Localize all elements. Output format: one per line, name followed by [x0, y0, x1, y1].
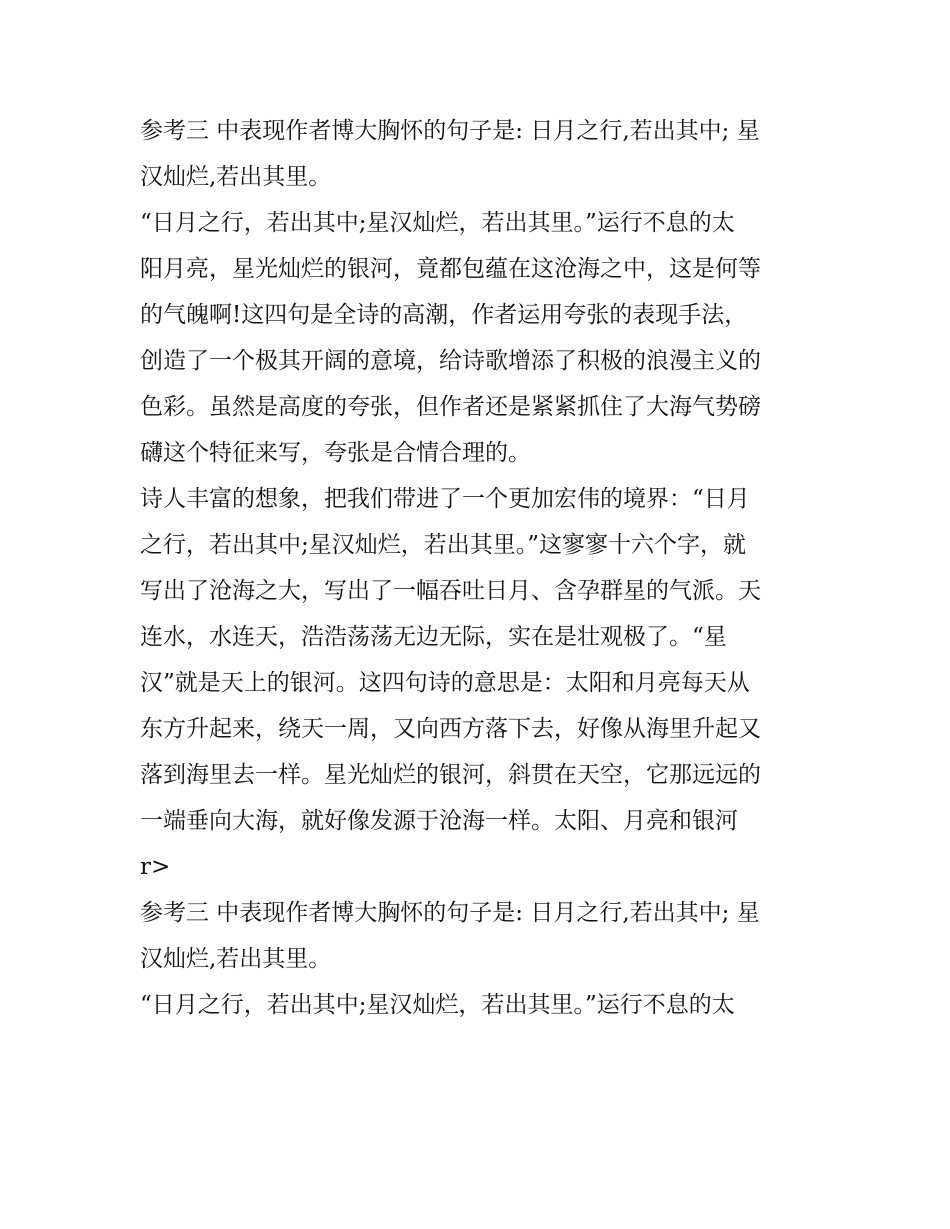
text-line: “日月之行，若出其中;星汉灿烂，若出其里。”运行不息的太	[140, 992, 735, 1018]
text-line: 汉灿烂,若出其里。	[140, 164, 332, 190]
paragraph-5	[140, 890, 815, 982]
paragraph-2	[140, 200, 815, 476]
text-line: 汉灿烂,若出其里。	[140, 946, 332, 972]
text-line: 创造了一个极其开阔的意境，给诗歌增添了积极的浪漫主义的	[140, 348, 761, 374]
text-line: 色彩。虽然是高度的夸张，但作者还是紧紧抓住了大海气势磅	[140, 394, 761, 420]
text-line: “日月之行，若出其中;星汉灿烂，若出其里。”运行不息的太	[140, 210, 735, 236]
text-line: 参考三 中表现作者博大胸怀的句子是: 日月之行,若出其中; 星	[140, 900, 760, 926]
text-line: 礴这个特征来写，夸张是合情合理的。	[140, 440, 531, 466]
text-line: 参考三 中表现作者博大胸怀的句子是: 日月之行,若出其中; 星	[140, 118, 760, 144]
paragraph-1	[140, 108, 815, 200]
paragraph-6	[140, 982, 815, 1028]
text-line: 连水，水连天，浩浩荡荡无边无际，实在是壮观极了。“星	[140, 624, 727, 650]
text-line: 东方升起来，绕天一周，又向西方落下去，好像从海里升起又	[140, 716, 761, 742]
text-line: 汉”就是天上的银河。这四句诗的意思是：太阳和月亮每天从	[140, 670, 750, 696]
paragraph-4	[140, 844, 815, 890]
text-line: r>	[140, 854, 171, 880]
document-body	[140, 108, 815, 1028]
text-line: 之行，若出其中;星汉灿烂，若出其里。”这寥寥十六个字，就	[140, 532, 747, 558]
text-line: 阳月亮，星光灿烂的银河，竟都包蕴在这沧海之中，这是何等	[140, 256, 761, 282]
text-line: 诗人丰富的想象，把我们带进了一个更加宏伟的境界：“日月	[140, 486, 750, 512]
text-line: 一端垂向大海，就好像发源于沧海一样。太阳、月亮和银河	[140, 808, 738, 834]
paragraph-3	[140, 476, 815, 844]
text-line: 落到海里去一样。星光灿烂的银河，斜贯在天空，它那远远的	[140, 762, 761, 788]
text-line: 写出了沧海之大，写出了一幅吞吐日月、含孕群星的气派。天	[140, 578, 761, 604]
text-line: 的气魄啊!这四句是全诗的高潮，作者运用夸张的表现手法，	[140, 302, 748, 328]
